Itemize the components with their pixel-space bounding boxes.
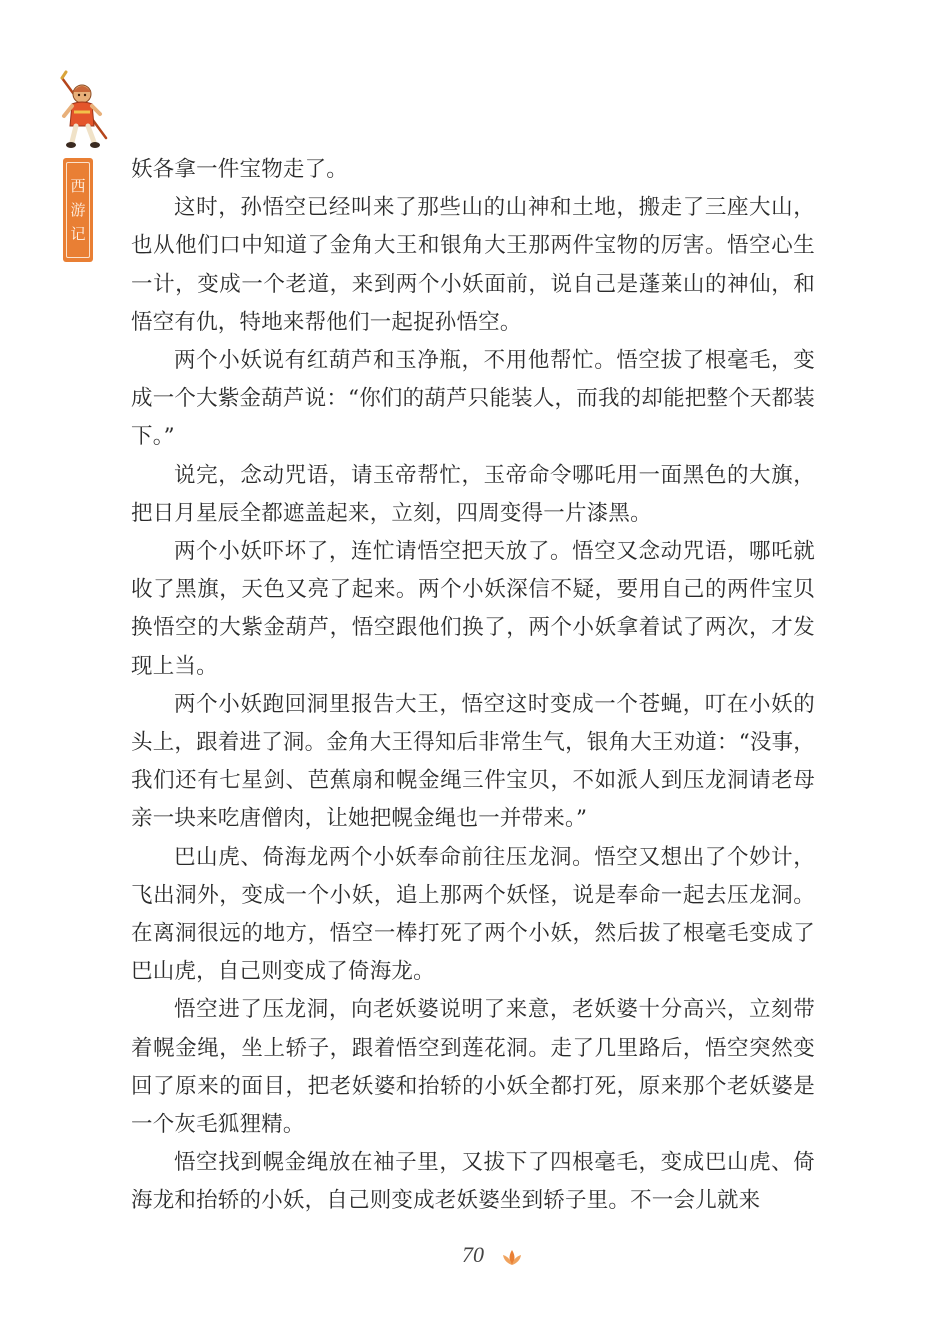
body-text — [131, 151, 815, 1221]
paragraph: 两个小妖跑回洞里报告大王，悟空这时变成一个苍蝇，叮在小妖的头上，跟着进了洞。金角大王得知后非常生气，银角大王劝道：“没事，我们还有七星剑、芭蕉扇和幌金绳三件宝贝，不如派人到压龙洞请老母亲一块来吃唐僧肉，让她把幌金绳也一并带来。” — [131, 691, 815, 832]
book-title-tab-frame — [66, 162, 90, 258]
paragraph: 悟空找到幌金绳放在袖子里，又拔下了四根毫毛，变成巴山虎、倚海龙和抬轿的小妖，自己则变成老妖婆坐到轿子里。不一会儿就来 — [131, 1150, 815, 1214]
paragraph: 悟空进了压龙洞，向老妖婆说明了来意，老妖婆十分高兴，立刻带着幌金绳，坐上轿子，跟着悟空到莲花洞。走了几里路后，悟空突然变回了原来的面目，把老妖婆和抬轿的小妖全都打死，原来那个老妖婆是一个灰毛狐狸精。 — [131, 997, 815, 1138]
paragraph: 两个小妖说有红葫芦和玉净瓶，不用他帮忙。悟空拔了根毫毛，变成一个大紫金葫芦说：“你们的葫芦只能装人，而我的却能把整个天都装下。” — [131, 348, 815, 450]
book-title-tab — [63, 158, 93, 262]
page-footer — [0, 1240, 944, 1276]
paragraph: 说完，念动咒语，请玉帝帮忙，玉帝命令哪吒用一面黑色的大旗，把日月星辰全都遮盖起来，立刻，四周变得一片漆黑。 — [131, 462, 815, 526]
page-number: 70 — [462, 1242, 484, 1267]
paragraph: 这时，孙悟空已经叫来了那些山的山神和土地，搬走了三座大山，也从他们口中知道了金角大王和银角大王那两件宝物的厉害。悟空心生一计，变成一个老道，来到两个小妖面前，说自己是蓬莱山的神仙，和悟空有仇，特地来帮他们一起捉孙悟空。 — [131, 195, 815, 335]
book-title-char: 西 — [70, 177, 86, 195]
book-title-char: 游 — [70, 201, 86, 219]
flower-ornament-icon — [501, 1246, 523, 1268]
paragraph: 妖各拿一件宝物走了。 — [131, 157, 349, 182]
book-title-char: 记 — [70, 225, 86, 243]
paragraph: 两个小妖吓坏了，连忙请悟空把天放了。悟空又念动咒语，哪吒就收了黑旗，天色又亮了起来。两个小妖深信不疑，要用自己的两件宝贝换悟空的大紫金葫芦，悟空跟他们换了，两个小妖拿着试了两次，才发现上当。 — [131, 539, 815, 679]
monkey-king-icon — [54, 68, 112, 154]
paragraph: 巴山虎、倚海龙两个小妖奉命前往压龙洞。悟空又想出了个妙计，飞出洞外，变成一个小妖，追上那两个妖怪，说是奉命一起去压龙洞。在离洞很远的地方，悟空一棒打死了两个小妖，然后拔了根毫毛变成了巴山虎，自己则变成了倚海龙。 — [131, 844, 815, 985]
